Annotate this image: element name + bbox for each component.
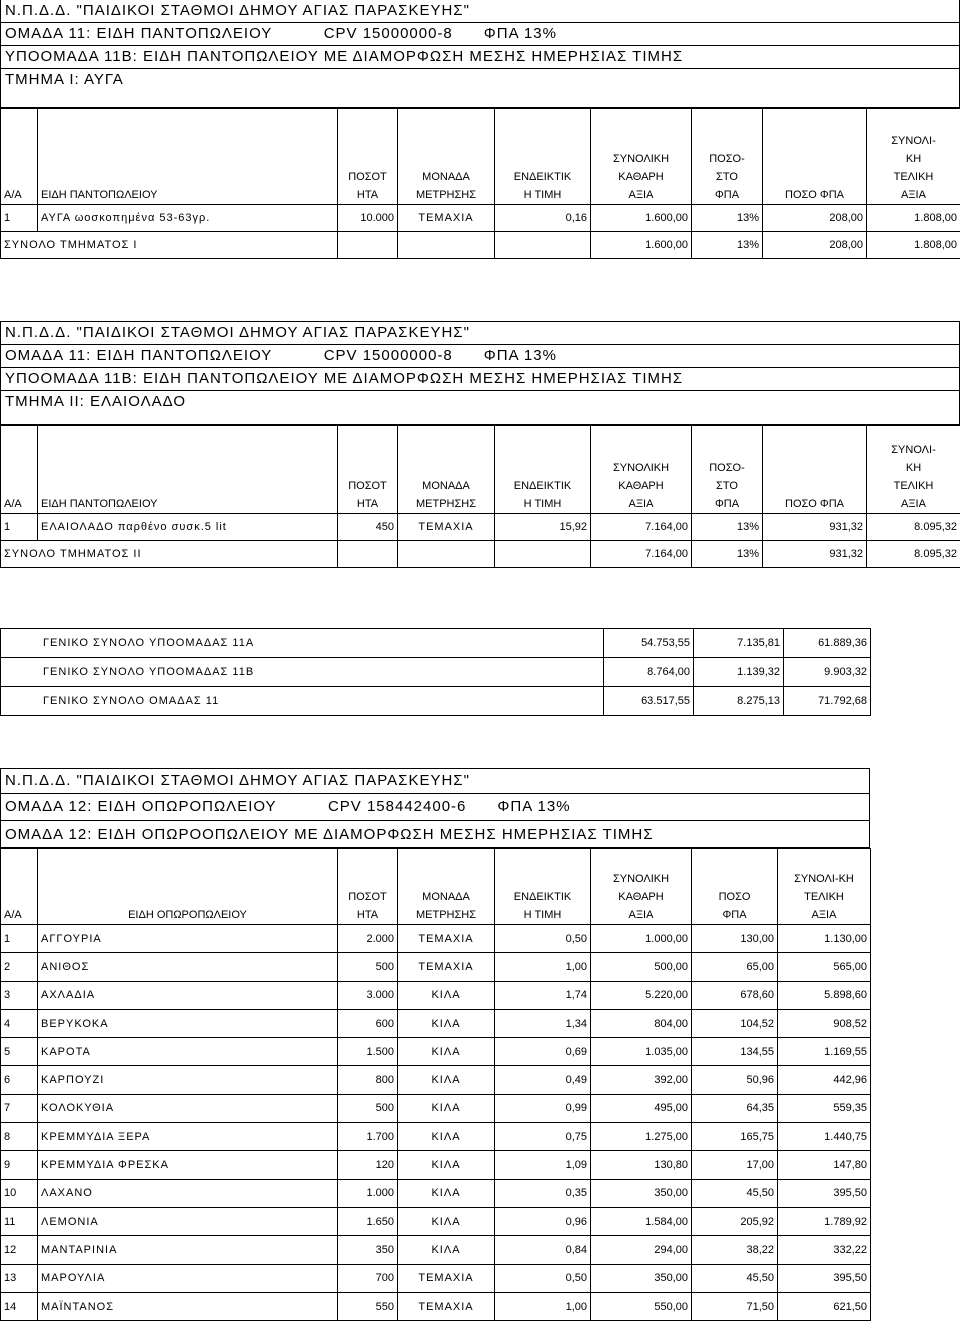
grand-total-label: ΓΕΝΙΚΟ ΣΥΝΟΛΟ ΟΜΑΔΑΣ 11 bbox=[1, 687, 604, 716]
col-item: ΕΙΔΗ ΟΠΩΡΟΠΩΛΕΙΟΥ bbox=[38, 849, 338, 925]
grand-total-net: 8.764,00 bbox=[604, 658, 694, 687]
total-net: 1.600,00 bbox=[591, 232, 692, 259]
header-line: ΥΠΟΟΜΑΔΑ 11Β: ΕΙΔΗ ΠΑΝΤΟΠΩΛΕΙΟΥ ΜΕ ΔΙΑΜΟΡΦΩΣΗ ΜΕΣΗΣ ΗΜΕΡΗΣΙΑΣ ΤΙΜΗΣ bbox=[1, 368, 959, 391]
col-total: ΣΥΝΟΛΙ- ΚΗ ΤΕΛΙΚΗ ΑΞΙΑ bbox=[867, 109, 960, 205]
cell-no: 1 bbox=[1, 925, 38, 953]
cell-no: 1 bbox=[1, 514, 38, 541]
cell-no: 13 bbox=[1, 1264, 38, 1292]
cell-item: ΜΑΝΤΑΡΙΝΙΑ bbox=[38, 1236, 338, 1264]
section-olive-oil bbox=[0, 321, 960, 568]
cell-price: 0,99 bbox=[495, 1094, 591, 1122]
grand-total-total: 9.903,32 bbox=[784, 658, 871, 687]
cell-no: 2 bbox=[1, 953, 38, 981]
cell-vat-pct: 13% bbox=[692, 514, 763, 541]
header-line: ΤΜΗΜΑ Ι: ΑΥΓΑ bbox=[5, 71, 124, 88]
section-header bbox=[0, 321, 960, 425]
cell-unit: ΤΕΜΑΧΙΑ bbox=[398, 205, 495, 232]
cell-unit: ΚΙΛΑ bbox=[398, 1094, 495, 1122]
table-row bbox=[1, 1292, 871, 1320]
cell-item: ΑΧΛΑΔΙΑ bbox=[38, 981, 338, 1009]
cell-item: ΑΥΓΑ ωοσκοπημένα 53-63γρ. bbox=[38, 205, 338, 232]
cell-unit: ΚΙΛΑ bbox=[398, 1066, 495, 1094]
cell-price: 0,75 bbox=[495, 1123, 591, 1151]
cell-qty: 550 bbox=[338, 1292, 398, 1320]
table-row bbox=[1, 1094, 871, 1122]
cell-price: 0,35 bbox=[495, 1179, 591, 1207]
total-total: 8.095,32 bbox=[867, 541, 960, 568]
table-row bbox=[1, 1151, 871, 1179]
cell-item: ΚΟΛΟΚΥΘΙΑ bbox=[38, 1094, 338, 1122]
col-vat-amt: ΠΟΣΟ ΦΠΑ bbox=[692, 849, 778, 925]
cell-no: 5 bbox=[1, 1038, 38, 1066]
cell-vat: 64,35 bbox=[692, 1094, 778, 1122]
cell-item: ΛΑΧΑΝΟ bbox=[38, 1179, 338, 1207]
cell-qty: 1.500 bbox=[338, 1038, 398, 1066]
section-total-row bbox=[1, 232, 960, 259]
col-qty: ΠΟΣΟΤ ΗΤΑ bbox=[338, 426, 398, 514]
table-row bbox=[1, 1264, 871, 1292]
cell-vat: 45,50 bbox=[692, 1179, 778, 1207]
cell-vat-pct: 13% bbox=[692, 205, 763, 232]
cell-qty: 450 bbox=[338, 514, 398, 541]
cell-total: 1.789,92 bbox=[778, 1207, 871, 1235]
cell-unit: ΚΙΛΑ bbox=[398, 1009, 495, 1037]
total-vat: 208,00 bbox=[763, 232, 867, 259]
table-row bbox=[1, 1066, 871, 1094]
cell-no: 1 bbox=[1, 205, 38, 232]
col-vat-amt: ΠΟΣΟ ΦΠΑ bbox=[763, 426, 867, 514]
cell-unit: ΤΕΜΑΧΙΑ bbox=[398, 925, 495, 953]
section-fruits-vegetables bbox=[0, 768, 870, 1321]
cell-total: 565,00 bbox=[778, 953, 871, 981]
items-table bbox=[0, 108, 960, 259]
header-line: Ν.Π.Δ.Δ. "ΠΑΙΔΙΚΟΙ ΣΤΑΘΜΟΙ ΔΗΜΟΥ ΑΓΙΑΣ ΠΑΡΑΣΚΕΥΗΣ" bbox=[1, 0, 959, 23]
col-no: Α/Α bbox=[1, 109, 38, 205]
cell-net: 1.600,00 bbox=[591, 205, 692, 232]
grand-total-label: ΓΕΝΙΚΟ ΣΥΝΟΛΟ ΥΠΟΟΜΑΔΑΣ 11Α bbox=[1, 629, 604, 658]
cell-vat: 71,50 bbox=[692, 1292, 778, 1320]
grand-totals-table bbox=[0, 628, 871, 716]
cell-vat: 130,00 bbox=[692, 925, 778, 953]
cell-unit: ΤΕΜΑΧΙΑ bbox=[398, 514, 495, 541]
section-header bbox=[0, 768, 870, 848]
col-item: ΕΙΔΗ ΠΑΝΤΟΠΩΛΕΙΟΥ bbox=[38, 426, 338, 514]
cell-item: ΑΝΙΘΟΣ bbox=[38, 953, 338, 981]
cell-vat: 45,50 bbox=[692, 1264, 778, 1292]
cell-qty: 500 bbox=[338, 953, 398, 981]
cell-unit: ΤΕΜΑΧΙΑ bbox=[398, 1264, 495, 1292]
header-line: ΥΠΟΟΜΑΔΑ 11Β: ΕΙΔΗ ΠΑΝΤΟΠΩΛΕΙΟΥ ΜΕ ΔΙΑΜΟΡΦΩΣΗ ΜΕΣΗΣ ΗΜΕΡΗΣΙΑΣ ΤΙΜΗΣ bbox=[1, 46, 959, 69]
cell-vat: 208,00 bbox=[763, 205, 867, 232]
cell-no: 3 bbox=[1, 981, 38, 1009]
cell-vat: 17,00 bbox=[692, 1151, 778, 1179]
cell-vat: 134,55 bbox=[692, 1038, 778, 1066]
cell-no: 7 bbox=[1, 1094, 38, 1122]
cell-qty: 500 bbox=[338, 1094, 398, 1122]
grand-total-row bbox=[1, 658, 871, 687]
cell-net: 1.035,00 bbox=[591, 1038, 692, 1066]
cell-item: ΛΕΜΟΝΙΑ bbox=[38, 1207, 338, 1235]
cell-item: ΒΕΡΥΚΟΚΑ bbox=[38, 1009, 338, 1037]
total-label: ΣΥΝΟΛΟ ΤΜΗΜΑΤΟΣ ΙΙ bbox=[1, 541, 338, 568]
cell-item: ΚΡΕΜΜΥΔΙΑ ΦΡΕΣΚΑ bbox=[38, 1151, 338, 1179]
column-header-row bbox=[1, 109, 960, 205]
cell-total: 559,35 bbox=[778, 1094, 871, 1122]
cell-qty: 800 bbox=[338, 1066, 398, 1094]
cell-no: 8 bbox=[1, 1123, 38, 1151]
cell-price: 1,00 bbox=[495, 1292, 591, 1320]
col-price: ΕΝΔΕΙΚΤΙΚ Η ΤΙΜΗ bbox=[495, 109, 591, 205]
cell-net: 804,00 bbox=[591, 1009, 692, 1037]
table-row bbox=[1, 1123, 871, 1151]
cell-no: 9 bbox=[1, 1151, 38, 1179]
cell-net: 1.275,00 bbox=[591, 1123, 692, 1151]
cell-item: ΜΑΪΝΤΑΝΟΣ bbox=[38, 1292, 338, 1320]
col-unit: ΜΟΝΑΔΑ ΜΕΤΡΗΣΗΣ bbox=[398, 426, 495, 514]
header-line: ΟΜΑΔΑ 12: ΕΙΔΗ ΟΠΩΡΟΠΩΛΕΙΟΥ CPV 158442400-6 ΦΠΑ 13% bbox=[1, 794, 869, 821]
grand-total-total: 71.792,68 bbox=[784, 687, 871, 716]
col-unit: ΜΟΝΑΔΑ ΜΕΤΡΗΣΗΣ bbox=[398, 849, 495, 925]
col-no: Α/Α bbox=[1, 426, 38, 514]
table-row bbox=[1, 953, 871, 981]
cell-price: 1,34 bbox=[495, 1009, 591, 1037]
cell-total: 5.898,60 bbox=[778, 981, 871, 1009]
header-line: ΟΜΑΔΑ 12: ΕΙΔΗ ΟΠΩΡΟΟΠΩΛΕΙΟΥ ΜΕ ΔΙΑΜΟΡΦΩΣΗ ΜΕΣΗΣ ΗΜΕΡΗΣΙΑΣ ΤΙΜΗΣ bbox=[5, 826, 654, 843]
table-row bbox=[1, 1038, 871, 1066]
cell-no: 11 bbox=[1, 1207, 38, 1235]
cell-qty: 1.700 bbox=[338, 1123, 398, 1151]
cell-unit: ΚΙΛΑ bbox=[398, 1236, 495, 1264]
grand-total-vat: 8.275,13 bbox=[694, 687, 784, 716]
grand-total-row bbox=[1, 687, 871, 716]
section-total-row bbox=[1, 541, 960, 568]
cell-unit: ΚΙΛΑ bbox=[398, 1123, 495, 1151]
cell-no: 12 bbox=[1, 1236, 38, 1264]
cell-price: 0,69 bbox=[495, 1038, 591, 1066]
cell-unit: ΤΕΜΑΧΙΑ bbox=[398, 1292, 495, 1320]
cell-net: 5.220,00 bbox=[591, 981, 692, 1009]
column-header-row bbox=[1, 849, 871, 925]
cell-total: 1.169,55 bbox=[778, 1038, 871, 1066]
grand-total-vat: 7.135,81 bbox=[694, 629, 784, 658]
total-total: 1.808,00 bbox=[867, 232, 960, 259]
header-line: ΤΜΗΜΑ ΙΙ: ΕΛΑΙΟΛΑΔΟ bbox=[5, 393, 186, 410]
total-vat-pct: 13% bbox=[692, 541, 763, 568]
cell-item: ΕΛΑΙΟΛΑΔΟ παρθένο συσκ.5 lit bbox=[38, 514, 338, 541]
cell-item: ΚΑΡΟΤΑ bbox=[38, 1038, 338, 1066]
cell-unit: ΚΙΛΑ bbox=[398, 1179, 495, 1207]
cell-qty: 1.650 bbox=[338, 1207, 398, 1235]
total-vat-pct: 13% bbox=[692, 232, 763, 259]
cell-qty: 350 bbox=[338, 1236, 398, 1264]
cell-vat: 931,32 bbox=[763, 514, 867, 541]
table-row bbox=[1, 1179, 871, 1207]
cell-item: ΚΡΕΜΜΥΔΙΑ ΞΕΡΑ bbox=[38, 1123, 338, 1151]
cell-total: 1.130,00 bbox=[778, 925, 871, 953]
cell-net: 392,00 bbox=[591, 1066, 692, 1094]
cell-no: 4 bbox=[1, 1009, 38, 1037]
grand-total-net: 63.517,55 bbox=[604, 687, 694, 716]
col-net: ΣΥΝΟΛΙΚΗ ΚΑΘΑΡΗ ΑΞΙΑ bbox=[591, 426, 692, 514]
column-header-row bbox=[1, 426, 960, 514]
cell-total: 147,80 bbox=[778, 1151, 871, 1179]
cell-qty: 10.000 bbox=[338, 205, 398, 232]
total-net: 7.164,00 bbox=[591, 541, 692, 568]
col-no: Α/Α bbox=[1, 849, 38, 925]
cell-net: 350,00 bbox=[591, 1179, 692, 1207]
col-net: ΣΥΝΟΛΙΚΗ ΚΑΘΑΡΗ ΑΞΙΑ bbox=[591, 109, 692, 205]
table-row bbox=[1, 205, 960, 232]
table-row bbox=[1, 514, 960, 541]
table-row bbox=[1, 981, 871, 1009]
cell-item: ΜΑΡΟΥΛΙΑ bbox=[38, 1264, 338, 1292]
col-vat-pct: ΠΟΣΟ- ΣΤΟ ΦΠΑ bbox=[692, 109, 763, 205]
cell-unit: ΚΙΛΑ bbox=[398, 1151, 495, 1179]
col-price: ΕΝΔΕΙΚΤΙΚ Η ΤΙΜΗ bbox=[495, 849, 591, 925]
cell-total: 621,50 bbox=[778, 1292, 871, 1320]
grand-total-total: 61.889,36 bbox=[784, 629, 871, 658]
total-label: ΣΥΝΟΛΟ ΤΜΗΜΑΤΟΣ Ι bbox=[1, 232, 338, 259]
col-vat-pct: ΠΟΣΟ- ΣΤΟ ΦΠΑ bbox=[692, 426, 763, 514]
cell-no: 10 bbox=[1, 1179, 38, 1207]
grand-total-row bbox=[1, 629, 871, 658]
items-table bbox=[0, 848, 871, 1321]
section-header bbox=[0, 0, 960, 108]
total-vat: 931,32 bbox=[763, 541, 867, 568]
col-price: ΕΝΔΕΙΚΤΙΚ Η ΤΙΜΗ bbox=[495, 426, 591, 514]
col-unit: ΜΟΝΑΔΑ ΜΕΤΡΗΣΗΣ bbox=[398, 109, 495, 205]
col-net: ΣΥΝΟΛΙΚΗ ΚΑΘΑΡΗ ΑΞΙΑ bbox=[591, 849, 692, 925]
cell-price: 1,00 bbox=[495, 953, 591, 981]
col-vat-amt: ΠΟΣΟ ΦΠΑ bbox=[763, 109, 867, 205]
header-line: Ν.Π.Δ.Δ. "ΠΑΙΔΙΚΟΙ ΣΤΑΘΜΟΙ ΔΗΜΟΥ ΑΓΙΑΣ ΠΑΡΑΣΚΕΥΗΣ" bbox=[1, 322, 959, 345]
cell-qty: 2.000 bbox=[338, 925, 398, 953]
cell-price: 0,49 bbox=[495, 1066, 591, 1094]
col-qty: ΠΟΣΟΤ ΗΤΑ bbox=[338, 109, 398, 205]
cell-price: 1,74 bbox=[495, 981, 591, 1009]
cell-vat: 50,96 bbox=[692, 1066, 778, 1094]
cell-vat: 165,75 bbox=[692, 1123, 778, 1151]
cell-total: 908,52 bbox=[778, 1009, 871, 1037]
cell-total: 8.095,32 bbox=[867, 514, 960, 541]
header-line: ΟΜΑΔΑ 11: ΕΙΔΗ ΠΑΝΤΟΠΩΛΕΙΟΥ CPV 15000000-8 ΦΠΑ 13% bbox=[1, 345, 959, 368]
cell-total: 1.440,75 bbox=[778, 1123, 871, 1151]
cell-price: 0,50 bbox=[495, 925, 591, 953]
cell-total: 395,50 bbox=[778, 1264, 871, 1292]
table-row bbox=[1, 1236, 871, 1264]
cell-qty: 1.000 bbox=[338, 1179, 398, 1207]
grand-total-vat: 1.139,32 bbox=[694, 658, 784, 687]
cell-item: ΑΓΓΟΥΡΙΑ bbox=[38, 925, 338, 953]
col-item: ΕΙΔΗ ΠΑΝΤΟΠΩΛΕΙΟΥ bbox=[38, 109, 338, 205]
table-row bbox=[1, 1207, 871, 1235]
cell-net: 500,00 bbox=[591, 953, 692, 981]
cell-qty: 120 bbox=[338, 1151, 398, 1179]
cell-price: 0,50 bbox=[495, 1264, 591, 1292]
cell-vat: 104,52 bbox=[692, 1009, 778, 1037]
cell-net: 7.164,00 bbox=[591, 514, 692, 541]
cell-price: 0,84 bbox=[495, 1236, 591, 1264]
cell-no: 6 bbox=[1, 1066, 38, 1094]
cell-vat: 678,60 bbox=[692, 981, 778, 1009]
cell-total: 332,22 bbox=[778, 1236, 871, 1264]
cell-price: 0,96 bbox=[495, 1207, 591, 1235]
header-line: ΟΜΑΔΑ 11: ΕΙΔΗ ΠΑΝΤΟΠΩΛΕΙΟΥ CPV 15000000-8 ΦΠΑ 13% bbox=[1, 23, 959, 46]
cell-price: 0,16 bbox=[495, 205, 591, 232]
header-line: Ν.Π.Δ.Δ. "ΠΑΙΔΙΚΟΙ ΣΤΑΘΜΟΙ ΔΗΜΟΥ ΑΓΙΑΣ ΠΑΡΑΣΚΕΥΗΣ" bbox=[1, 769, 869, 794]
table-row bbox=[1, 925, 871, 953]
section-eggs bbox=[0, 0, 960, 259]
cell-total: 395,50 bbox=[778, 1179, 871, 1207]
cell-qty: 600 bbox=[338, 1009, 398, 1037]
cell-qty: 700 bbox=[338, 1264, 398, 1292]
cell-unit: ΚΙΛΑ bbox=[398, 981, 495, 1009]
cell-net: 130,80 bbox=[591, 1151, 692, 1179]
cell-unit: ΚΙΛΑ bbox=[398, 1207, 495, 1235]
table-row bbox=[1, 1009, 871, 1037]
cell-net: 495,00 bbox=[591, 1094, 692, 1122]
cell-qty: 3.000 bbox=[338, 981, 398, 1009]
col-total: ΣΥΝΟΛΙ-ΚΗ ΤΕΛΙΚΗ ΑΞΙΑ bbox=[778, 849, 871, 925]
grand-totals bbox=[0, 628, 960, 716]
cell-total: 1.808,00 bbox=[867, 205, 960, 232]
cell-price: 1,09 bbox=[495, 1151, 591, 1179]
items-table bbox=[0, 425, 960, 568]
cell-vat: 205,92 bbox=[692, 1207, 778, 1235]
cell-total: 442,96 bbox=[778, 1066, 871, 1094]
cell-vat: 38,22 bbox=[692, 1236, 778, 1264]
cell-net: 1.584,00 bbox=[591, 1207, 692, 1235]
cell-unit: ΚΙΛΑ bbox=[398, 1038, 495, 1066]
col-total: ΣΥΝΟΛΙ- ΚΗ ΤΕΛΙΚΗ ΑΞΙΑ bbox=[867, 426, 960, 514]
cell-vat: 65,00 bbox=[692, 953, 778, 981]
grand-total-label: ΓΕΝΙΚΟ ΣΥΝΟΛΟ ΥΠΟΟΜΑΔΑΣ 11Β bbox=[1, 658, 604, 687]
col-qty: ΠΟΣΟΤ ΗΤΑ bbox=[338, 849, 398, 925]
cell-net: 550,00 bbox=[591, 1292, 692, 1320]
cell-unit: ΤΕΜΑΧΙΑ bbox=[398, 953, 495, 981]
cell-net: 294,00 bbox=[591, 1236, 692, 1264]
cell-net: 350,00 bbox=[591, 1264, 692, 1292]
cell-item: ΚΑΡΠΟΥΖΙ bbox=[38, 1066, 338, 1094]
cell-price: 15,92 bbox=[495, 514, 591, 541]
grand-total-net: 54.753,55 bbox=[604, 629, 694, 658]
cell-net: 1.000,00 bbox=[591, 925, 692, 953]
cell-no: 14 bbox=[1, 1292, 38, 1320]
